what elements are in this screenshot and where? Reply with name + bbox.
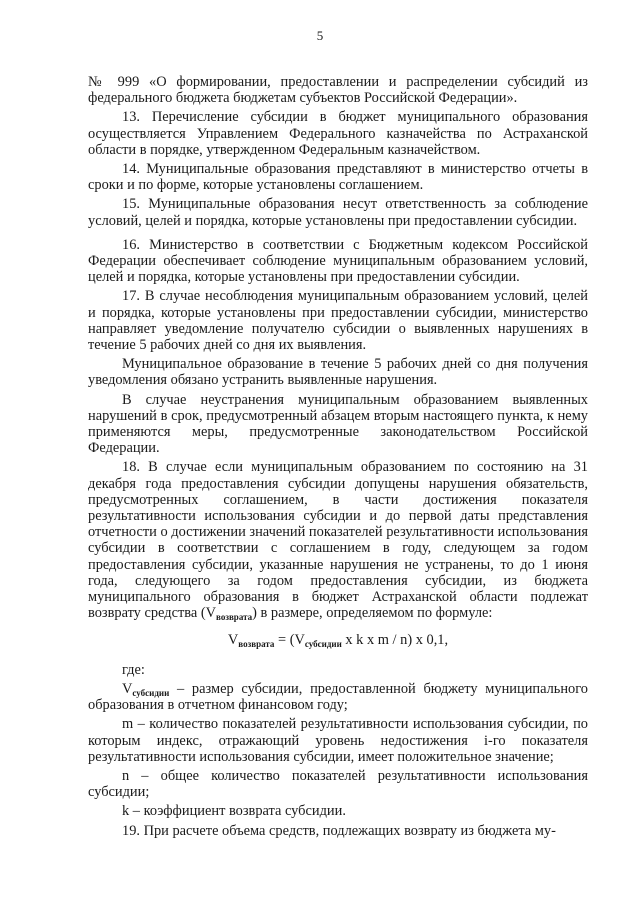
document-body [88, 74, 588, 842]
def-text: – размер субсидии, предоставленной бюджету муниципального образования в отчетном финансовом году; [88, 680, 588, 714]
paragraph-17-second: Муниципальное образование в течение 5 рабочих дней со дня получения уведомления обязано устранить выявленные нарушения. [88, 356, 588, 389]
return-formula [88, 632, 588, 648]
formula-sub-return: возврата [238, 638, 275, 649]
definition-m: m – количество показателей результативности использования субсидии, по которым индекс, отражающий уровень недостижения i-го показателя результативности использования субсидии, имеет положительное значение; [88, 716, 588, 765]
definition-v-subsidy [88, 681, 588, 713]
paragraph-18-end: ) в размере, определяемом по формуле: [252, 605, 493, 622]
definition-n: n – общее количество показателей результативности использования субсидии; [88, 767, 588, 801]
where-label: где: [122, 661, 145, 678]
paragraph-18 [88, 459, 588, 621]
paragraph-17-third: В случае неустранения муниципальным образованием выявленных нарушений в срок, предусмотренный абзацем вторым настоящего пункта, к нему применяются меры, предусмотренные законодательством Российской Федерации. [88, 391, 588, 457]
formula-mid: = (V [274, 631, 305, 648]
page-number: 5 [316, 28, 324, 43]
definition-k: k – коэффициент возврата субсидии. [122, 803, 346, 820]
formula-rest: x k x m / n) x 0,1, [341, 631, 449, 648]
paragraph-17: 17. В случае несоблюдения муниципальным образованием условий, целей и порядка, которые установлены при предоставлении субсидии, министерство направляет уведомление получателю субсидии о выявленных нарушениях в течение 5 рабочих дней со дня их выявления. [88, 288, 588, 354]
paragraph-13: 13. Перечисление субсидии в бюджет муниципального образования осуществляется Управлением Федерального казначейства по Астраханской области в порядке, утвержденном Федеральным казначейством. [88, 109, 588, 158]
paragraph-15: 15. Муниципальные образования несут ответственность за соблюдение условий, целей и порядка, которые установлены при предоставлении субсидии. [88, 196, 588, 229]
paragraph-18-text: 18. В случае если муниципальным образованием по состоянию на 31 декабря года предоставления субсидии допущены нарушения обязательств, предусмотренных соглашением, в части достижения показателя результативности использования субсидии и до первой даты представления отчетности о достижении значений показателей результативности использования субсидии в соответствии с соглашением в году, следующем за годом предоставления субсидии, указанные нарушения не устранены, то до 1 июня года, следующего за годом предоставления субсидии, из бюджета муниципального образования в бюджет Астраханской области подлежат возврату средства (V [88, 459, 588, 622]
def-sub: субсидии [132, 687, 170, 698]
paragraph-16: 16. Министерство в соответствии с Бюджетным кодексом Российской Федерации обеспечивает соблюдение муниципальным образованием условий, целей и порядка, которые установлены при предоставлении субсидии. [88, 236, 588, 286]
paragraph-14: 14. Муниципальные образования представляют в министерство отчеты в сроки и по форме, которые установлены соглашением. [88, 161, 588, 194]
formula-sub-subsidy: субсидии [304, 638, 342, 649]
def-v: V [122, 680, 133, 697]
formula-v: V [227, 631, 239, 648]
paragraph-19: 19. При расчете объема средств, подлежащих возврату из бюджета му- [122, 822, 556, 839]
paragraph-continuation: № 999 «О формировании, предоставлении и распределении субсидий из федерального бюджета бюджетам субъектов Российской Федерации». [88, 74, 588, 107]
subscript-return: возврата [216, 612, 253, 623]
